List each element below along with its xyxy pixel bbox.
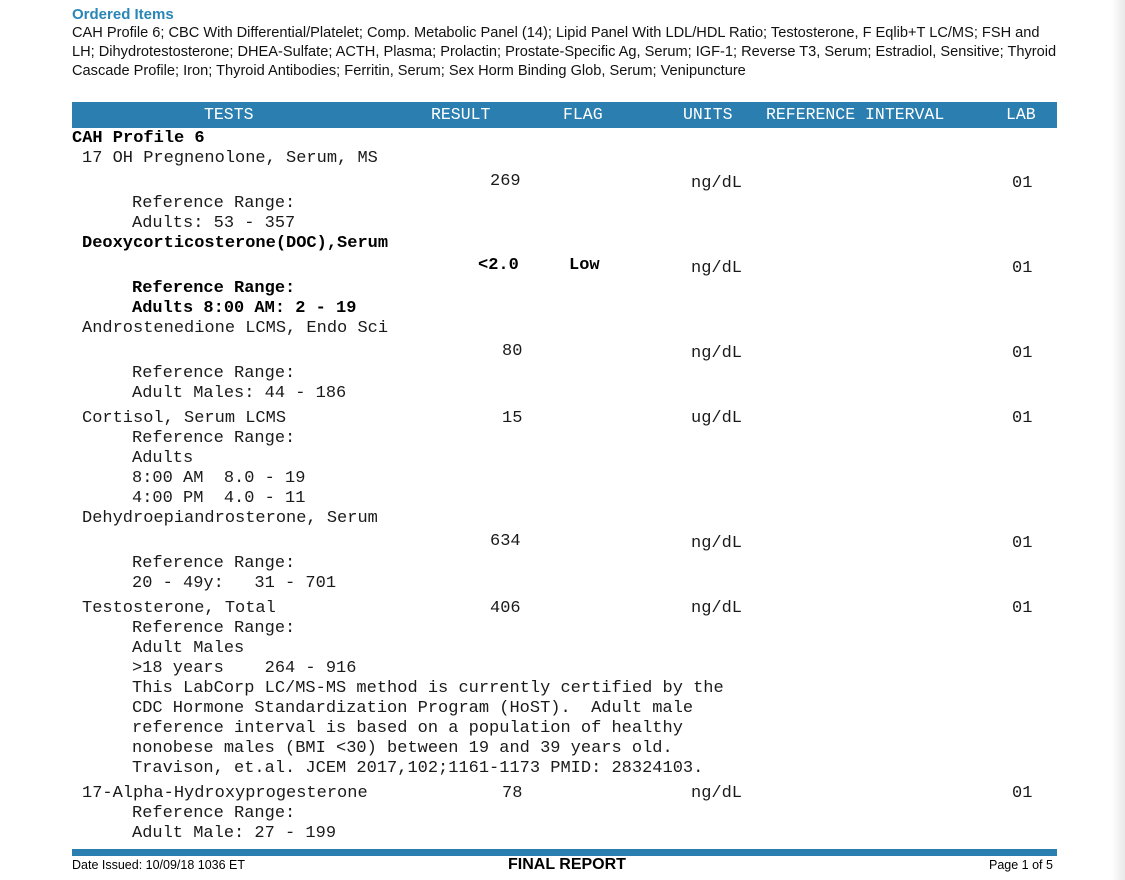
test-lab: 01: [1012, 259, 1033, 278]
test-name: Deoxycorticosterone(DOC),Serum: [82, 234, 389, 253]
test-name: Dehydroepiandrosterone, Serum: [82, 509, 378, 528]
test-lab: 01: [1012, 344, 1033, 363]
reference-line: Adult Males: 44 - 186: [132, 384, 347, 403]
test-units: ng/dL: [691, 344, 743, 363]
page-edge-shadow: [1111, 0, 1125, 880]
test-result: <2.0: [478, 256, 519, 275]
reference-line: Reference Range:: [132, 279, 296, 298]
reference-line: 20 - 49y: 31 - 701: [132, 574, 337, 593]
test-units: ng/dL: [691, 174, 743, 193]
reference-line: 8:00 AM 8.0 - 19: [132, 469, 306, 488]
test-name: Testosterone, Total: [82, 599, 276, 618]
ordered-items-list: CAH Profile 6; CBC With Differential/Platelet; Comp. Metabolic Panel (14); Lipid Panel With LDL/HDL Ratio; Testosterone, F Eqlib+T LC/MS; FSH and LH; Dihydrotestosterone; DHEA-Sulfate; ACTH, Plasma; Prolactin; Prostate-Specific Ag, Serum; IGF-1; Reverse T3, Serum; Estradiol, Sensitive; Thyroid Cascade Profile; Iron; Thyroid Antibodies; Ferritin, Serum; Sex Horm Binding Glob, Serum; Venipuncture: [72, 25, 1057, 79]
reference-comment: Travison, et.al. JCEM 2017,102;1161-1173 PMID: 28324103.: [132, 759, 704, 778]
section-title: CAH Profile 6: [72, 129, 205, 148]
reference-line: Adults: [132, 449, 194, 468]
test-lab: 01: [1012, 599, 1033, 618]
header-lab: LAB: [1006, 105, 1036, 124]
test-result: 15: [502, 409, 523, 428]
page-number: Page 1 of 5: [989, 858, 1053, 872]
date-issued: Date Issued: 10/09/18 1036 ET: [72, 858, 246, 872]
header-flag: FLAG: [563, 105, 603, 124]
test-name: Cortisol, Serum LCMS: [82, 409, 287, 428]
test-units: ng/dL: [691, 784, 743, 803]
test-lab: 01: [1012, 174, 1033, 193]
test-name: Androstenedione LCMS, Endo Sci: [82, 319, 389, 338]
header-tests: TESTS: [204, 105, 254, 124]
reference-line: Reference Range:: [132, 194, 296, 213]
test-units: ug/dL: [691, 409, 743, 428]
test-name: 17 OH Pregnenolone, Serum, MS: [82, 149, 378, 168]
results-table-header: [72, 102, 1057, 128]
ordered-items-title: Ordered Items: [72, 6, 174, 23]
reference-comment: CDC Hormone Standardization Program (HoST). Adult male: [132, 699, 694, 718]
reference-line: Adult Male: 27 - 199: [132, 824, 337, 843]
footer-rule: [72, 849, 1057, 856]
test-lab: 01: [1012, 409, 1033, 428]
test-result: 78: [502, 784, 523, 803]
test-lab: 01: [1012, 534, 1033, 553]
test-flag: Low: [569, 256, 600, 275]
test-result: 80: [502, 342, 523, 361]
test-result: 634: [490, 532, 521, 551]
test-result: 269: [490, 172, 521, 191]
test-name: 17-Alpha-Hydroxyprogesterone: [82, 784, 368, 803]
reference-line: Reference Range:: [132, 364, 296, 383]
reference-line: Adult Males: [132, 639, 245, 658]
test-result: 406: [490, 599, 521, 618]
header-units: UNITS: [683, 105, 733, 124]
reference-line: >18 years 264 - 916: [132, 659, 357, 678]
header-result: RESULT: [431, 105, 491, 124]
reference-comment: This LabCorp LC/MS-MS method is currently certified by the: [132, 679, 724, 698]
reference-line: Reference Range:: [132, 804, 296, 823]
reference-line: Reference Range:: [132, 429, 296, 448]
test-units: ng/dL: [691, 534, 743, 553]
reference-comment: reference interval is based on a population of healthy: [132, 719, 683, 738]
reference-line: Reference Range:: [132, 554, 296, 573]
report-status: FINAL REPORT: [508, 856, 626, 873]
test-units: ng/dL: [691, 259, 743, 278]
test-lab: 01: [1012, 784, 1033, 803]
reference-line: Adults: 53 - 357: [132, 214, 296, 233]
reference-line: Reference Range:: [132, 619, 296, 638]
header-reference-interval: REFERENCE INTERVAL: [766, 105, 945, 124]
reference-line: 4:00 PM 4.0 - 11: [132, 489, 306, 508]
test-units: ng/dL: [691, 599, 743, 618]
reference-comment: nonobese males (BMI <30) between 19 and 39 years old.: [132, 739, 673, 758]
reference-line: Adults 8:00 AM: 2 - 19: [132, 299, 357, 318]
ordered-items-block: [72, 6, 1057, 81]
